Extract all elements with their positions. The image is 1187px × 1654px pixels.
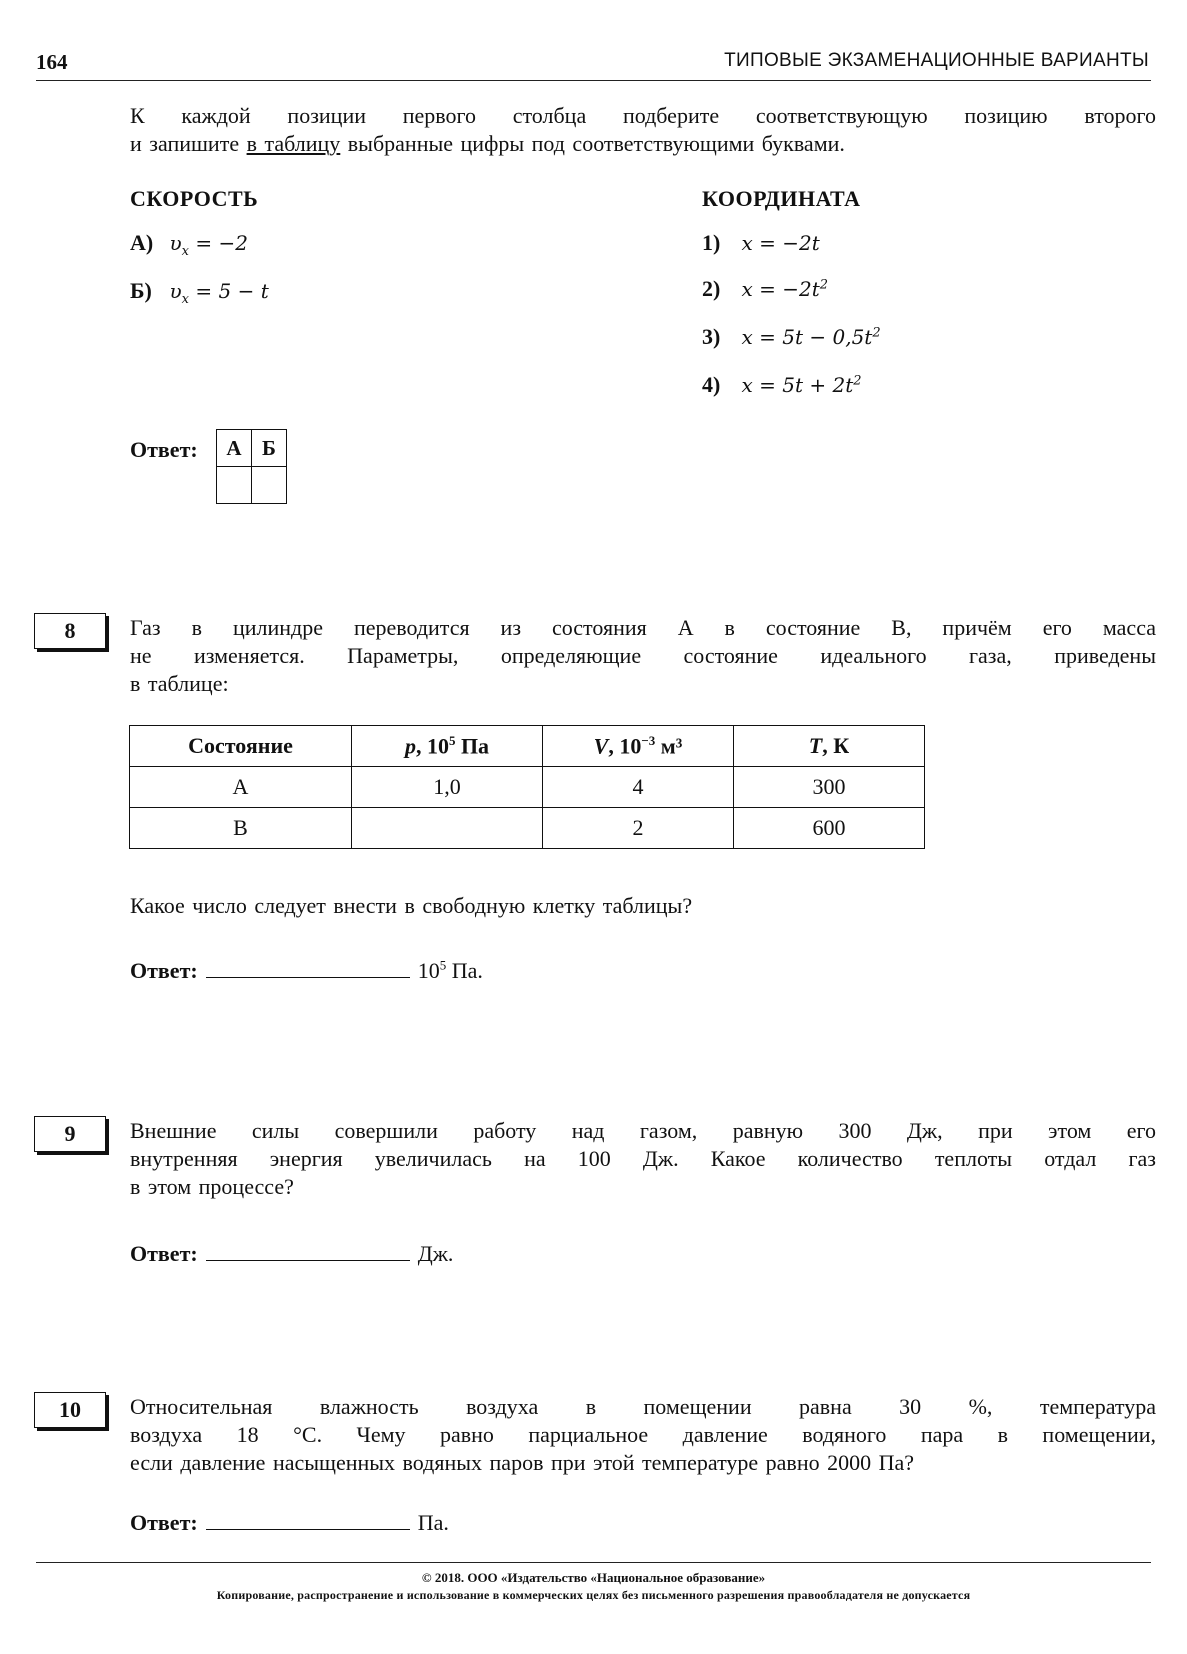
- coordinate-formula: x = −2t: [741, 231, 820, 255]
- task10-answer-label: Ответ:: [130, 1510, 198, 1535]
- task9-answer-unit: Дж.: [417, 1241, 454, 1266]
- cell-temperature: 300: [734, 767, 925, 808]
- cell-volume: 2: [543, 808, 734, 849]
- option-label: 4): [702, 372, 721, 397]
- task8-text-line3: в таблице:: [130, 671, 229, 696]
- task7-instruction-underlined: в таблицу: [246, 131, 341, 156]
- coordinate-formula: $x = 5t + 2t^2$: [741, 373, 862, 397]
- task8-text-line1: Газ в цилиндре переводится из состояния А в состояние В, причём его масса: [130, 615, 1156, 640]
- answer-header-a: А: [217, 430, 252, 467]
- task8-answer-label: Ответ:: [130, 958, 198, 983]
- header-state: Состояние: [130, 726, 352, 767]
- column-heading-coordinate: КООРДИНАТА: [702, 186, 861, 211]
- task10-text-line3: если давление насыщенных водяных паров при этой температуре равно 2000 Па?: [130, 1450, 915, 1475]
- coordinate-option-4: [702, 372, 862, 398]
- option-label: 3): [702, 324, 721, 349]
- task9-answer-row: [130, 1238, 453, 1267]
- option-label: А): [130, 230, 154, 255]
- table-row: [130, 767, 925, 808]
- answer-cell-b[interactable]: [252, 467, 287, 504]
- coordinate-option-1: [702, 230, 820, 256]
- velocity-option-a: [130, 230, 248, 259]
- task7-instruction-line2: [130, 130, 1156, 158]
- task7-answer-label: Ответ:: [130, 437, 198, 462]
- page-number: 164: [36, 50, 68, 74]
- column-heading-velocity: СКОРОСТЬ: [130, 186, 259, 211]
- header-volume: V, $10^{-3}$ м³: [543, 726, 734, 767]
- footer-legal-notice: Копирование, распространение и использование в коммерческих целях без письменного разрешения правообладателя не допускается: [216, 1588, 971, 1602]
- table-header-row: [130, 726, 925, 767]
- task7-instruction-pre: и запишите: [130, 131, 247, 156]
- task7-answer-grid: [216, 429, 287, 504]
- cell-pressure-empty[interactable]: [352, 808, 543, 849]
- coordinate-option-2: [702, 276, 828, 302]
- task10-text-line1: Относительная влажность воздуха в помещении равна 30 %, температура: [130, 1394, 1156, 1419]
- velocity-formula: $\upsilon_x = -2$: [169, 231, 248, 259]
- task9-answer-field[interactable]: [206, 1238, 410, 1261]
- task10-answer-field[interactable]: [206, 1507, 410, 1530]
- option-label: 2): [702, 276, 721, 301]
- coordinate-formula: $x = -2t^2$: [741, 277, 829, 301]
- velocity-option-b: [130, 278, 269, 307]
- task8-question: Какое число следует внести в свободную клетку таблицы?: [130, 893, 693, 918]
- answer-cell-a[interactable]: [217, 467, 252, 504]
- footer-copyright: © 2018. ООО «Издательство «Национальное образование»: [421, 1570, 766, 1585]
- footer-rule: [36, 1562, 1151, 1563]
- task9-text-line1: Внешние силы совершили работу над газом, равную 300 Дж, при этом его: [130, 1118, 1156, 1143]
- task9-text-line2: внутренняя энергия увеличилась на 100 Дж. Какое количество теплоты отдал газ: [130, 1146, 1156, 1171]
- coordinate-formula: $x = 5t - 0,5t^2$: [741, 325, 881, 349]
- task-number-box-8: 8: [34, 613, 106, 649]
- header-rule: [36, 80, 1151, 81]
- velocity-formula: $\upsilon_x = 5 - t$: [169, 279, 269, 307]
- task10-answer-unit: Па.: [417, 1510, 449, 1535]
- task8-text-line2: не изменяется. Параметры, определяющие состояние идеального газа, приведены: [130, 643, 1156, 668]
- task-number-box-9: 9: [34, 1116, 106, 1152]
- task8-answer-row: [130, 955, 483, 984]
- option-label: 1): [702, 230, 721, 255]
- task8-answer-field[interactable]: [206, 955, 410, 978]
- header-pressure: p, $10^5$ Па: [352, 726, 543, 767]
- task-number-box-10: 10: [34, 1392, 106, 1428]
- cell-volume: 4: [543, 767, 734, 808]
- cell-temperature: 600: [734, 808, 925, 849]
- task7-instruction-line1: К каждой позиции первого столбца подберите соответствующую позицию второго: [130, 103, 1156, 128]
- cell-pressure: 1,0: [352, 767, 543, 808]
- task10-answer-row: [130, 1507, 449, 1536]
- coordinate-option-3: [702, 324, 881, 350]
- task7-instruction-post: выбранные цифры под соответствующими буквами.: [340, 131, 845, 156]
- option-label: Б): [130, 278, 152, 303]
- running-title: ТИПОВЫЕ ЭКЗАМЕНАЦИОННЫЕ ВАРИАНТЫ: [724, 50, 1149, 71]
- table-row: [130, 808, 925, 849]
- header-temperature: T, К: [734, 726, 925, 767]
- task9-answer-label: Ответ:: [130, 1241, 198, 1266]
- answer-header-b: Б: [252, 430, 287, 467]
- gas-state-table: [129, 725, 925, 849]
- task10-text-line2: воздуха 18 °С. Чему равно парциальное давление водяного пара в помещении,: [130, 1422, 1156, 1447]
- cell-state: А: [130, 767, 352, 808]
- task9-text-line3: в этом процессе?: [130, 1174, 294, 1199]
- task8-answer-unit: $10^5$ Па.: [417, 957, 483, 983]
- cell-state: В: [130, 808, 352, 849]
